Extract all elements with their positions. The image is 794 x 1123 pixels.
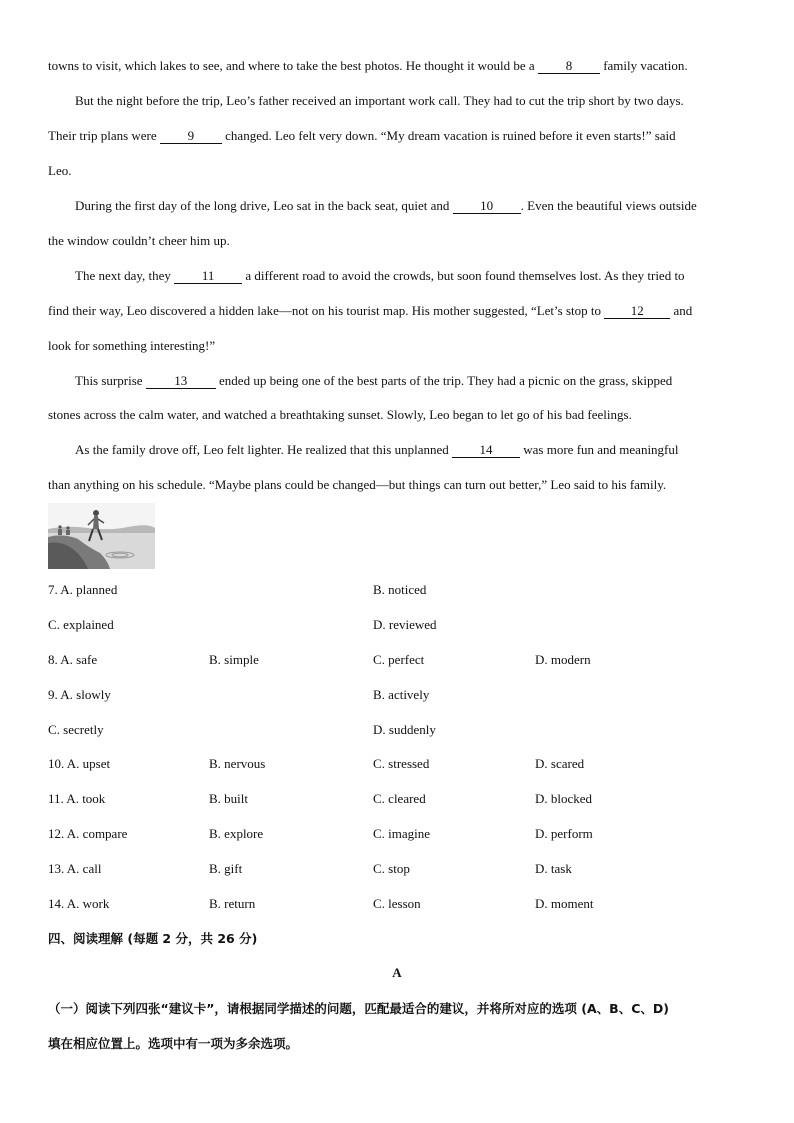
instruction-line-1: （一）阅读下列四张“建议卡”，请根据同学描述的问题，匹配最适合的建议，并将所对应的选项 (A、B、C、D) [48,1001,669,1016]
text: As the family drove off, Leo felt lighter. He realized that this unplanned [75,442,453,457]
blank-13: 13 [146,374,216,389]
passage-line [75,372,775,390]
q8-option-c: C. perfect [373,652,425,667]
q8-option-a: 8. A. safe [48,652,98,667]
q10-option-d: D. scared [535,756,585,771]
q11-option-d: D. blocked [535,791,593,806]
q8-option-d: D. modern [535,652,591,667]
q7-option-a: 7. A. planned [48,582,118,597]
q13-option-c: C. stop [373,861,410,876]
q8-option-b: B. simple [209,652,259,667]
q10-option-a: 10. A. upset [48,756,111,771]
blank-14: 14 [452,443,520,458]
text: During the first day of the long drive, Leo sat in the back seat, quiet and [75,198,453,213]
text: find their way, Leo discovered a hidden lake—not on his tourist map. His mother suggested, “Let’s stop to [48,303,605,318]
lake-illustration [48,503,155,569]
q10-option-b: B. nervous [209,756,266,771]
blank-10: 10 [453,199,521,214]
text: The next day, they [75,268,175,283]
text: . Even the beautiful views outside [520,198,697,213]
q7-option-b: B. noticed [373,582,427,597]
passage-line [75,197,775,215]
q13-option-b: B. gift [209,861,243,876]
q14-option-c: C. lesson [373,896,421,911]
passage-line: the window couldn’t cheer him up. [48,233,230,248]
passage-line [75,441,775,459]
q13-option-d: D. task [535,861,572,876]
text: was more fun and meaningful [520,442,679,457]
text: family vacation. [599,58,688,73]
q12-option-d: D. perform [535,826,593,841]
q12-option-a: 12. A. compare [48,826,128,841]
q11-option-a: 11. A. took [48,791,106,806]
blank-8: 8 [538,59,600,74]
q9-option-d: D. suddenly [373,722,436,737]
q7-option-d: D. reviewed [373,617,437,632]
text: changed. Leo felt very down. “My dream vacation is ruined before it even starts!” said [221,128,676,143]
blank-12: 12 [604,304,670,319]
text: a different road to avoid the crowds, but soon found themselves lost. As they tried to [242,268,685,283]
text: and [670,303,693,318]
text: Their trip plans were [48,128,160,143]
passage-line [48,127,748,145]
passage-line: look for something interesting!” [48,338,216,353]
passage-line [48,57,748,75]
text: ended up being one of the best parts of the trip. They had a picnic on the grass, skipped [215,373,673,388]
q7-option-c: C. explained [48,617,114,632]
q14-option-d: D. moment [535,896,594,911]
passage-line [75,267,775,285]
q14-option-a: 14. A. work [48,896,110,911]
blank-11: 11 [174,269,242,284]
q9-option-a: 9. A. slowly [48,687,111,702]
q9-option-b: B. actively [373,687,430,702]
q9-option-c: C. secretly [48,722,104,737]
q11-option-c: C. cleared [373,791,426,806]
passage-line: But the night before the trip, Leo’s father received an important work call. They had to cut the trip short by two days. [75,93,684,108]
passage-line: than anything on his schedule. “Maybe plans could be changed—but things can turn out better,” Leo said to his family. [48,477,667,492]
q10-option-c: C. stressed [373,756,430,771]
part-label: A [392,965,402,980]
q12-option-c: C. imagine [373,826,431,841]
instruction-line-2: 填在相应位置上。选项中有一项为多余选项。 [48,1036,299,1051]
blank-9: 9 [160,129,222,144]
q14-option-b: B. return [209,896,256,911]
passage-line: stones across the calm water, and watched a breathtaking sunset. Slowly, Leo began to let go of his bad feelings. [48,407,632,422]
q11-option-b: B. built [209,791,249,806]
passage-line: Leo. [48,163,72,178]
q13-option-a: 13. A. call [48,861,102,876]
q12-option-b: B. explore [209,826,264,841]
section-heading: 四、阅读理解 (每题 2 分，共 26 分) [48,931,258,946]
text: towns to visit, which lakes to see, and where to take the best photos. He thought it would be a [48,58,538,73]
passage-line [48,302,748,320]
text: This surprise [75,373,146,388]
